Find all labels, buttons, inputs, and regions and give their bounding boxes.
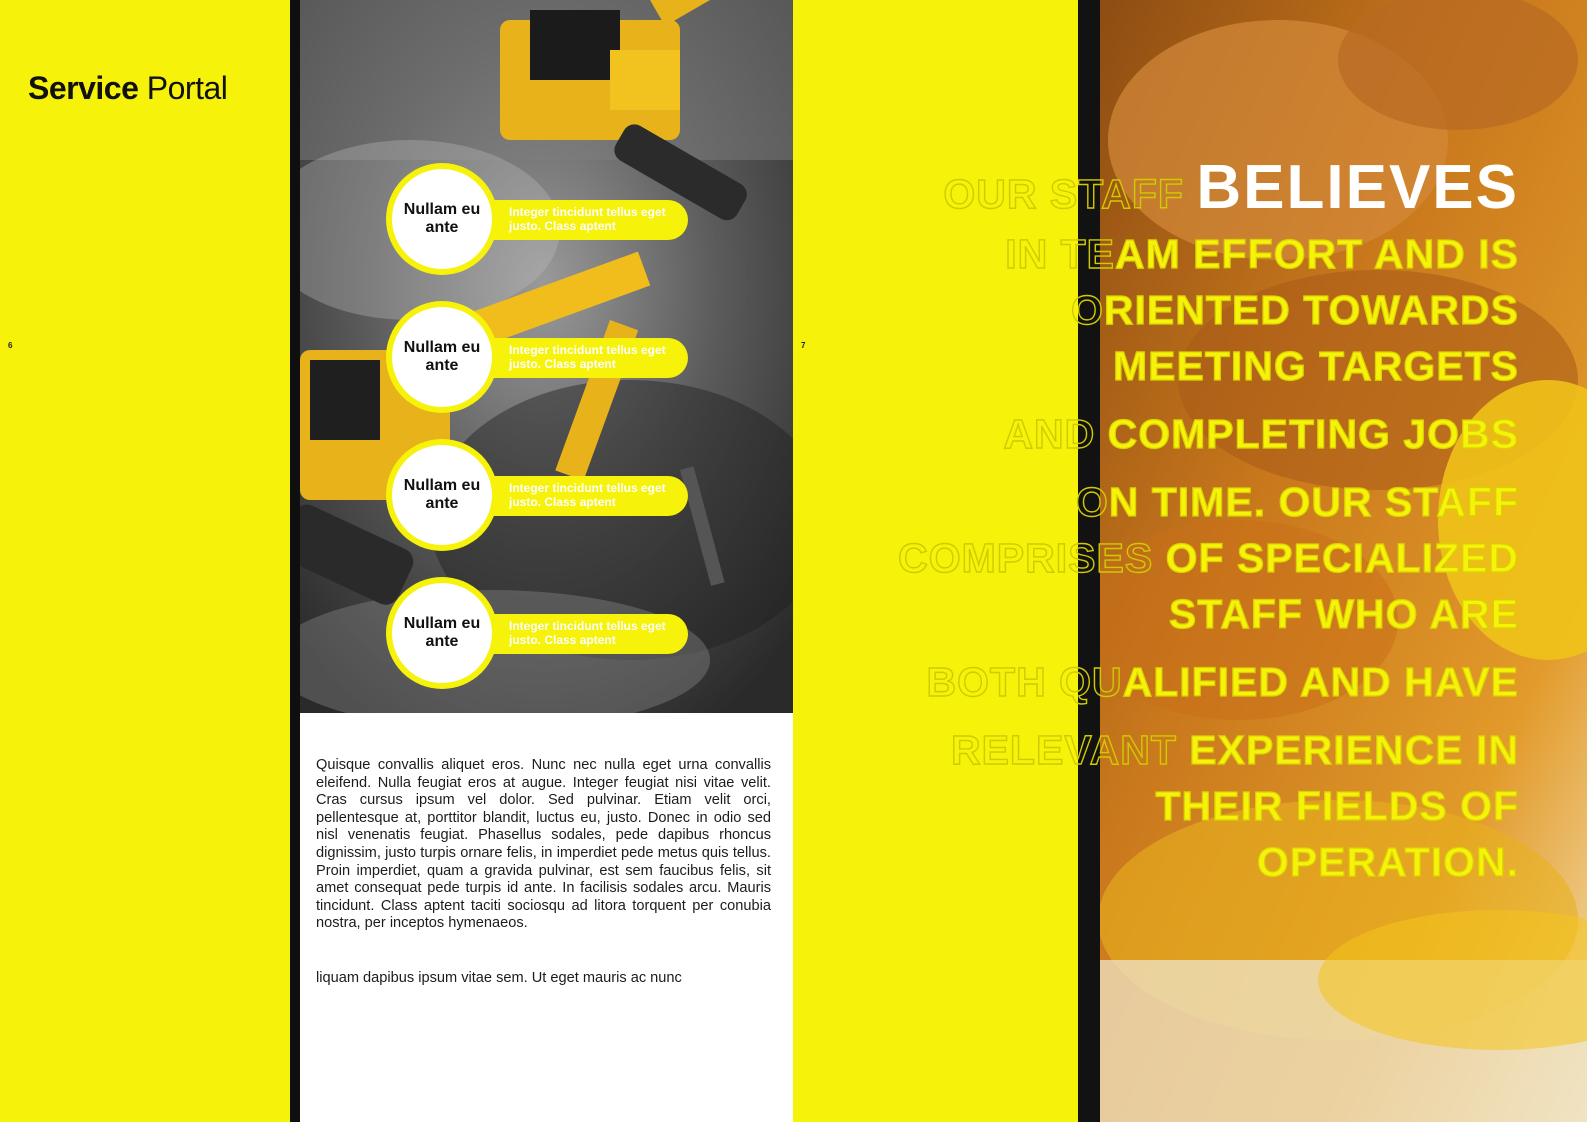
headline-line: OPERATION. [1256, 839, 1519, 885]
timeline-text: Integer tincidunt tellus eget justo. Class aptent [509, 619, 666, 647]
timeline-disc [392, 583, 492, 683]
page-number-right: 7 [801, 341, 806, 350]
timeline-item [386, 301, 704, 401]
timeline-title: Nullam eu ante [403, 615, 481, 650]
timeline-disc [392, 307, 492, 407]
photo-edge-strip [290, 0, 300, 1122]
timeline-disc [392, 169, 492, 269]
headline-line: ORIENTED TOWARDS [1070, 287, 1519, 333]
headline-line: MEETING TARGETS [1112, 343, 1519, 389]
headline-line: STAFF WHO ARE [1168, 591, 1519, 637]
brand-title-bold: Service [28, 70, 139, 106]
headline-line: RELEVANT EXPERIENCE IN [950, 727, 1519, 773]
timeline-text: Integer tincidunt tellus eget justo. Class aptent [509, 205, 666, 233]
headline-line: IN TEAM EFFORT AND IS [1005, 231, 1519, 277]
timeline-pill [466, 614, 688, 654]
headline-line: AND COMPLETING JOBS [1003, 411, 1519, 457]
timeline-item [386, 577, 704, 677]
headline [819, 153, 1519, 890]
timeline-pill [466, 338, 688, 378]
timeline-item [386, 163, 704, 263]
page-number-left: 6 [8, 341, 13, 350]
timeline-pill [466, 476, 688, 516]
timeline-text: Integer tincidunt tellus eget justo. Class aptent [509, 481, 666, 509]
body-paragraph-2: liquam dapibus ipsum vitae sem. Ut eget mauris ac nunc [316, 970, 682, 986]
body-paragraph: Quisque convallis aliquet eros. Nunc nec nulla eget urna convallis eleifend. Nulla feugiat eros at augue. Integer feugiat nisi vitae velit. Cras cursus ipsum vel dolor. Sed pulvinar. Etiam velit orci, pellentesque at, porttitor blandit, luctus eu, justo. Donec in odio sed nisl venenatis feugiat. Phasellus sodales, pede dapibus rhoncus dignissim, justo turpis ornare felis, in imperdiet pede metus quis tellus. Proin imperdiet, quam a gravida pulvinar, est sem faucibus felis, sit amet consequat pede turpis id ante. In facilisis sodales arcu. Mauris tincidunt. Class aptent taciti sociosqu ad litora torquent per conubia nostra, per inceptos hymenaeos. [316, 757, 771, 932]
timeline-title: Nullam eu ante [403, 339, 481, 374]
left-page [0, 0, 290, 1122]
headline-line: COMPRISES OF SPECIALIZED [898, 535, 1519, 581]
headline-line: OUR STAFF BELIEVES [943, 153, 1519, 222]
brand-title-light: Portal [146, 70, 228, 106]
timeline-disc [392, 445, 492, 545]
headline-line: THEIR FIELDS OF [1155, 783, 1519, 829]
headline-line: BOTH QUALIFIED AND HAVE [926, 659, 1519, 705]
timeline-pill [466, 200, 688, 240]
timeline-title: Nullam eu ante [403, 477, 481, 512]
timeline-title: Nullam eu ante [403, 201, 481, 236]
brand-title [28, 70, 227, 107]
timeline-text: Integer tincidunt tellus eget justo. Class aptent [509, 343, 666, 371]
timeline-item [386, 439, 704, 539]
headline-line: ON TIME. OUR STAFF [1075, 479, 1519, 525]
